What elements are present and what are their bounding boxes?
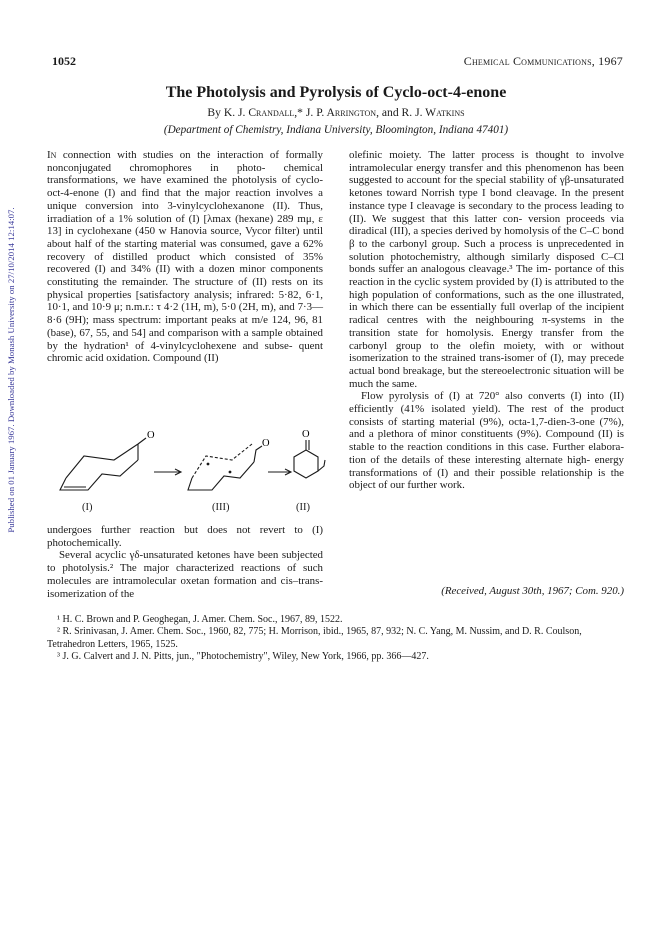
right-p2: Flow pyrolysis of (I) at 720° also converts (I) into (II) efficiently (41% isolated yield). The rest of the product consists of starting material (9%), octa-1,7-dien-3-one (7%), and a plethora of minor constituents (9%). Compound (II) is stable to the reaction conditions in this case. Further elabora- tion of the details of these interesting alternate high- energy transformations of (I) and their possible relationship is the object of our further work. (349, 390, 624, 492)
compound-I-co-bond (138, 438, 146, 444)
paper-title: The Photolysis and Pyrolysis of Cyclo-oct-4-enone (165, 84, 507, 101)
footnote-1: ¹ H. C. Brown and P. Geoghegan, J. Amer. Chem. Soc., 1967, 89, 1522. (57, 614, 343, 625)
radical-dot-1 (207, 463, 210, 466)
footnotes (47, 614, 624, 663)
compound-II-ring (294, 450, 318, 478)
author-line (0, 106, 672, 119)
author-2: J. P. Arrington, (305, 106, 379, 119)
compound-III-carbonyl (254, 446, 262, 462)
left-column-bottom (47, 524, 323, 600)
label-III: (III) (212, 502, 230, 513)
author-3: R. J. Watkins (401, 106, 465, 119)
label-II: (II) (296, 502, 310, 513)
author-1: K. J. Crandall,* (223, 106, 303, 119)
compound-I-ring-bottom (60, 460, 138, 490)
left-p1-text: connection with studies on the interaction of formally nonconjugated chromophores in photo- chemical transformations, we have examined the photolysis of cyclo-oct-4-enone (I) and find that the major reaction involves a unique conversion into 3-vinylcyclohexanone (II). Thus, irradiation of a 1% solution of (I) [λmax (hexane) 289 mμ, ε 13] in cyclohexane (450 w Hanovia source, Vycor filter) until about half of the starting material was consumed, gave a 62% recovery of distilled product which consisted of 35% recovered (I) and 34% (II) with a dozen minor components constituting the remainder. The structure of (II) rests on its physical properties [satisfactory analysis; infrared: 5·82, 6·1, 10·1, and 10·9 μ; n.m.r.: τ 4·2 (1H, m), 5·0 (2H, m), and 7·3—8·6 (9H); mass spectrum: important peaks at m/e 124, 96, 81 (base), 67, 55, and 54] and comparison with a sample obtained by the hydration¹ of 4-vinylcyclohexene and subse- quent chromic acid oxidation. Compound (II) (47, 149, 323, 365)
oxygen-label-III: O (262, 438, 270, 449)
dropcap: In (47, 149, 57, 161)
and-label: and (381, 106, 399, 119)
footnote-3: ³ J. G. Calvert and J. N. Pitts, jun., "Photochemistry", Wiley, New York, 1966, pp. 366—427. (57, 650, 429, 662)
intro-paragraph (47, 149, 323, 365)
download-notice: Published on 01 January 1967. Downloaded by Monash University on 27/10/2014 12:14:07. (6, 207, 16, 533)
radical-dot-2 (229, 471, 232, 474)
compound-II-vinyl (318, 460, 325, 471)
reaction-scheme (44, 424, 326, 524)
affiliation: (Department of Chemistry, Indiana University, Bloomington, Indiana 47401) (163, 124, 509, 136)
left-p1-continued: undergoes further reaction but does not revert to (I) photochemically. (47, 524, 323, 549)
download-sidebar (4, 160, 18, 580)
left-column-top (47, 149, 323, 365)
journal-header: Chemical Communications, 1967 (463, 54, 623, 68)
received-date: (Received, August 30th, 1967; Com. 920.) (441, 585, 624, 597)
oxygen-label-I: O (147, 430, 155, 441)
left-p2: Several acyclic γδ-unsaturated ketones have been subjected to photolysis.² The major characterized reactions of such molecules are intramolecular oxetan formation and cis–trans-isomerization of the (47, 549, 323, 600)
label-I: (I) (82, 502, 93, 513)
footnote-2: ² R. Srinivasan, J. Amer. Chem. Soc., 1960, 82, 775; H. Morrison, ibid., 1965, 87, 932; N. C. Yang, M. Nussim, and D. R. Coulson, Tetrahedron Letters, 1965, 1525. (47, 626, 582, 650)
oxygen-label-II: O (302, 429, 310, 440)
compound-I-ring-top (66, 444, 138, 478)
by-label: By (207, 106, 221, 119)
right-p1: olefinic moiety. The latter process is thought to involve intramolecular energy transfer and this phenomenon has been suggested to account for the special stability of γβ-unsaturated ketones toward Norrish type I bond cleavage. In the present instance type I cleavage is secondary to the process leading to (II). We suggest that this latter con- version proceeds via diradical (III), a species derived by homolysis of the C–C bond β to the carbonyl group. Such a process is unprecedented in solution photochemistry, although similarly disposed C–Cl bonds suffer an analogous cleavage.³ The im- portance of this reaction in the cyclic system provided by (I) is attributed to the high population of conformations, such as the one illustrated, in which there can be essentially full overlap of the incipient radical centres with the neighbouring π-systems in the transition state for homolysis. Energy transfer from the carbonyl group to the olefin moiety, with or without isomerization to the strained trans-isomer of (I), may precede actual bond breakage, but the stereoelectronic situation will be much the same. (349, 149, 624, 390)
compound-III-bottom (188, 462, 254, 490)
compound-III-top (192, 444, 252, 478)
right-column (349, 149, 624, 492)
page-number: 1052 (52, 54, 76, 68)
